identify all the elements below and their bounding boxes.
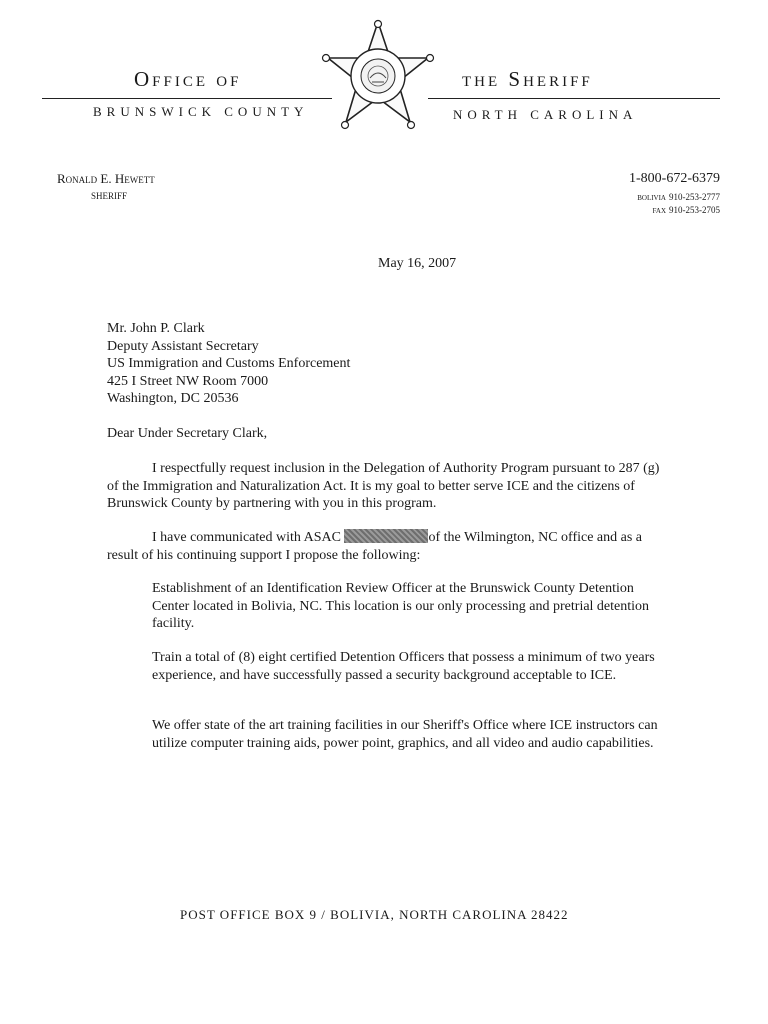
letterhead-state: NORTH CAROLINA [453,107,638,122]
letterhead-county: BRUNSWICK COUNTY [93,104,309,119]
body-paragraph-2 [107,529,662,564]
fax-phone: 910-253-2705 [669,205,720,215]
recipient-agency: US Immigration and Customs Enforcement [107,356,351,372]
bolivia-label: BOLIVIA [637,194,666,202]
letterhead-rule-left [42,98,332,99]
recipient-street: 425 I Street NW Room 7000 [107,373,269,389]
bolivia-phone-line [637,192,720,202]
recipient-title: Deputy Assistant Secretary [107,338,259,354]
salutation: Dear Under Secretary Clark, [107,426,268,441]
recipient-name: Mr. John P. Clark [107,321,205,336]
letterhead-office-of: Office of [134,67,242,91]
proposal-item-1: Establishment of an Identification Review Officer at the Brunswick County Detention Center located in Bolivia, NC. This location is our only processing and pretrial detention facility. [152,581,650,631]
redacted-name-block [344,529,428,543]
bolivia-phone: 910-253-2777 [669,192,720,202]
main-phone: 1-800-672-6379 [629,171,720,186]
proposal-item-2: Train a total of (8) eight certified Detention Officers that possess a minimum of two years experience, and have successfully passed a security background acceptable to ICE. [152,650,655,683]
footer-address: POST OFFICE BOX 9 / BOLIVIA, NORTH CAROLINA 28422 [180,907,569,922]
recipient-city: Washington, DC 20536 [107,391,239,407]
fax-phone-line [653,205,720,215]
sheriff-title: SHERIFF [91,191,128,201]
letterhead-rule-right [428,98,720,99]
letterhead-the-sheriff: the Sheriff [462,67,593,91]
recipient-address [107,320,350,408]
sheriff-name: Ronald E. Hewett [57,171,155,186]
body-paragraph-1: I respectfully request inclusion in the Delegation of Authority Program pursuant to 287 (g) of the Immigration and Naturalization Act. It is my goal to better serve ICE and the citizens of Brunswick County by partnering with you in this program. [107,461,660,511]
sheriff-star-badge-icon [310,18,446,142]
fax-label: FAX [652,207,666,215]
proposal-item-3: We offer state of the art training facilities in our Sheriff's Office where ICE instructors can utilize computer training aids, power point, graphics, and all video and audio capabilities. [152,718,658,751]
body-paragraph-2-end: of the Wilmington, NC office and as a result of his continuing support I propose the following: [107,530,643,563]
letter-date: May 16, 2007 [378,256,457,271]
body-paragraph-2-start: I have communicated with ASAC [152,530,345,545]
